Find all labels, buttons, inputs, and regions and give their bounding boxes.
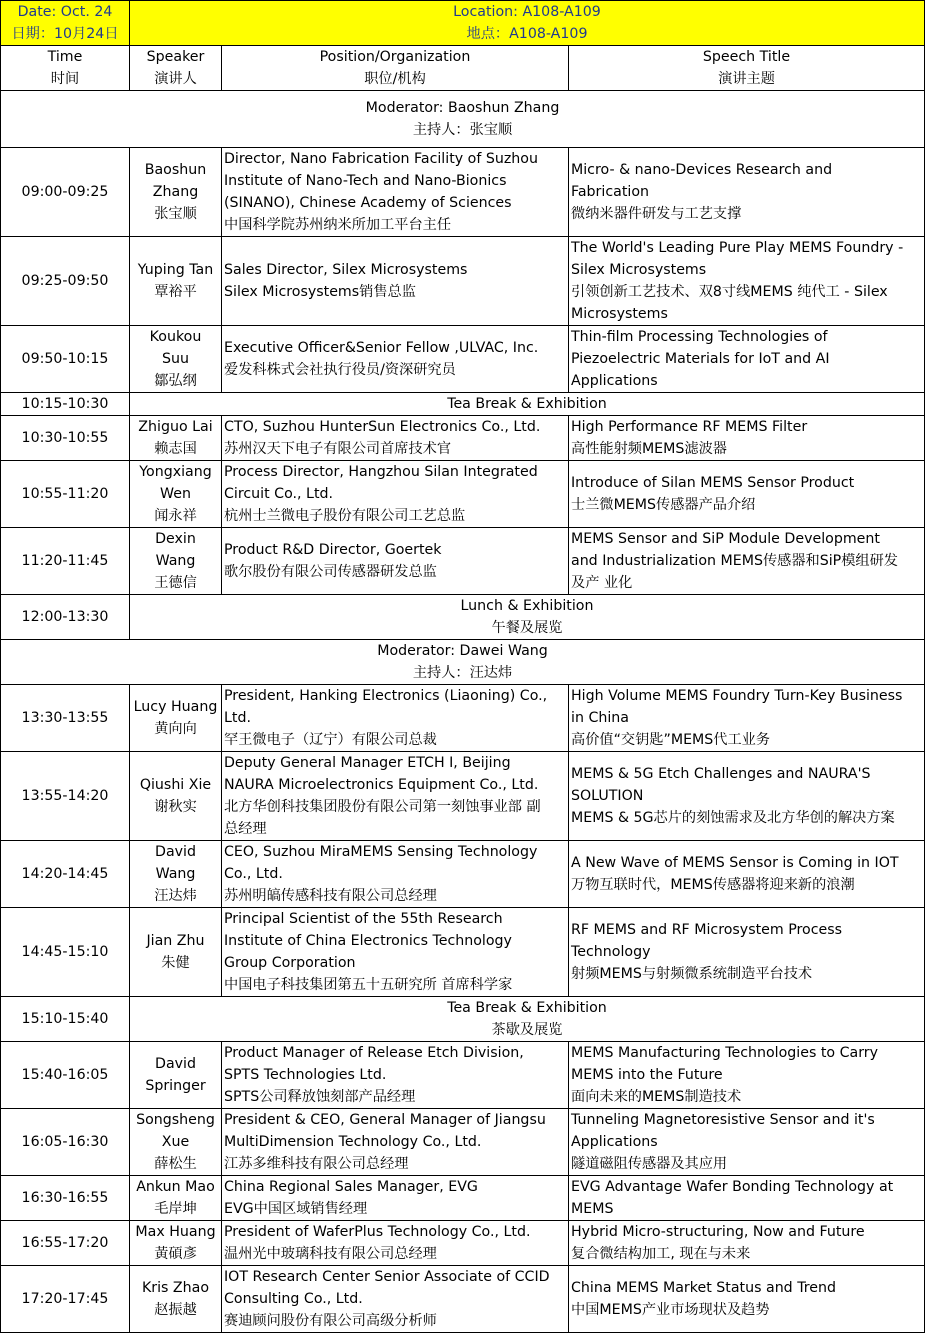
- position-line: Product Manager of Release Etch Division,: [224, 1045, 524, 1061]
- title-line: MEMS into the Future: [571, 1067, 723, 1083]
- position-line: 中国科学院苏州纳米所加工平台主任: [224, 217, 452, 233]
- moderator-cn: 主持人：汪达炜: [412, 665, 513, 681]
- position-line: President of WaferPlus Technology Co., Ltd.: [224, 1224, 531, 1240]
- session-time: 13:30-13:55: [1, 685, 130, 752]
- position-line: 温州光中玻璃科技有限公司总经理: [224, 1246, 437, 1262]
- session-speaker: [130, 528, 222, 595]
- position-line: 赛迪顾问股份有限公司高级分析师: [224, 1313, 437, 1329]
- location-en: Location: A108-A109: [453, 4, 601, 20]
- session-position: [222, 1176, 569, 1221]
- position-line: 中国电子科技集团第五十五研究所 首席科学家: [224, 977, 513, 993]
- session-position: [222, 461, 569, 528]
- session-title: [569, 416, 925, 461]
- speaker-line: 鄒弘纲: [154, 373, 197, 389]
- session-title: [569, 1266, 925, 1333]
- session-position: [222, 148, 569, 237]
- title-line: High Performance RF MEMS Filter: [571, 419, 808, 435]
- position-line: 北方华创科技集团股份有限公司第一刻蚀事业部 副: [224, 799, 541, 815]
- session-speaker: [130, 841, 222, 908]
- session-speaker: [130, 1221, 222, 1266]
- session-title: [569, 461, 925, 528]
- title-line: EVG Advantage Wafer Bonding Technology at: [571, 1179, 894, 1195]
- session-time: 16:05-16:30: [1, 1109, 130, 1176]
- location-cn: 地点：A108-A109: [466, 26, 588, 42]
- title-line: Tunneling Magnetoresistive Sensor and it's: [571, 1112, 875, 1128]
- position-line: 苏州汉天下电子有限公司首席技术官: [224, 441, 452, 457]
- session-row: [1, 685, 925, 752]
- session-speaker: [130, 752, 222, 841]
- speaker-line: Dexin: [155, 531, 196, 547]
- speaker-line: 黃碩彥: [154, 1246, 197, 1262]
- column-header-title-cn: 演讲主题: [718, 71, 775, 87]
- moderator-en: Moderator: Dawei Wang: [377, 643, 548, 659]
- title-line: 射频MEMS与射频微系统制造平台技术: [571, 966, 813, 982]
- speaker-line: Zhang: [152, 184, 199, 200]
- position-line: Institute of Nano-Tech and Nano-Bionics: [224, 173, 507, 189]
- position-line: President, Hanking Electronics (Liaoning) Co.,: [224, 688, 548, 704]
- session-time: 16:55-17:20: [1, 1221, 130, 1266]
- position-line: Executive Officer&Senior Fellow ,ULVAC, Inc.: [224, 340, 539, 356]
- title-line: Applications: [571, 1134, 658, 1150]
- session-time: 09:25-09:50: [1, 237, 130, 326]
- agenda-body: [1, 1, 925, 1333]
- session-row: [1, 1221, 925, 1266]
- speaker-line: 汪达炜: [154, 888, 197, 904]
- speaker-line: David: [155, 1056, 196, 1072]
- session-position: [222, 1042, 569, 1109]
- break-row: [1, 393, 925, 416]
- column-header-position-en: Position/Organization: [319, 49, 471, 65]
- session-title: [569, 841, 925, 908]
- column-header-time-cn: 时间: [50, 71, 80, 87]
- session-row: [1, 1266, 925, 1333]
- title-line: Microsystems: [571, 306, 668, 322]
- position-line: China Regional Sales Manager, EVG: [224, 1179, 478, 1195]
- position-line: Co., Ltd.: [224, 866, 283, 882]
- break-label-line: Lunch & Exhibition: [460, 598, 594, 614]
- header-row: [1, 1, 925, 46]
- position-line: Institute of China Electronics Technology: [224, 933, 512, 949]
- title-line: Thin-film Processing Technologies of: [571, 329, 828, 345]
- session-position: [222, 752, 569, 841]
- speaker-line: Wang: [155, 866, 196, 882]
- speaker-line: Qiushi Xie: [139, 777, 212, 793]
- break-label-line: 茶歇及展览: [491, 1022, 563, 1038]
- break-label-line: Tea Break & Exhibition: [447, 396, 607, 412]
- title-line: and Industrialization MEMS传感器和SiP模组研发: [571, 553, 898, 569]
- session-speaker: [130, 326, 222, 393]
- break-label: [130, 393, 925, 416]
- title-line: Technology: [571, 944, 651, 960]
- title-line: 引领创新工艺技术、双8寸线MEMS 纯代工 - Silex: [571, 284, 888, 300]
- speaker-line: Springer: [145, 1078, 206, 1094]
- speaker-line: 张宝顺: [154, 206, 197, 222]
- session-title: [569, 1109, 925, 1176]
- session-row: [1, 528, 925, 595]
- session-speaker: [130, 685, 222, 752]
- title-line: Fabrication: [571, 184, 650, 200]
- session-time: 10:55-11:20: [1, 461, 130, 528]
- position-line: IOT Research Center Senior Associate of CCID: [224, 1269, 550, 1285]
- position-line: Process Director, Hangzhou Silan Integrated: [224, 464, 538, 480]
- session-time: 14:45-15:10: [1, 908, 130, 997]
- speaker-line: Xue: [161, 1134, 190, 1150]
- break-time: 15:10-15:40: [1, 997, 130, 1042]
- session-title: [569, 1042, 925, 1109]
- column-header-time: [1, 46, 130, 91]
- session-time: 14:20-14:45: [1, 841, 130, 908]
- position-line: Silex Microsystems销售总监: [224, 284, 416, 300]
- break-label-line: Tea Break & Exhibition: [447, 1000, 607, 1016]
- title-line: Applications: [571, 373, 658, 389]
- title-line: High Volume MEMS Foundry Turn-Key Business: [571, 688, 903, 704]
- moderator-en: Moderator: Baoshun Zhang: [365, 100, 560, 116]
- position-line: NAURA Microelectronics Equipment Co., Ltd.: [224, 777, 539, 793]
- title-line: 隧道磁阻传感器及其应用: [571, 1156, 728, 1172]
- speaker-line: Jian Zhu: [146, 933, 205, 949]
- speaker-line: Songsheng: [136, 1112, 215, 1128]
- column-header-title-en: Speech Title: [702, 49, 791, 65]
- title-line: RF MEMS and RF Microsystem Process: [571, 922, 843, 938]
- title-line: 微纳米器件研发与工艺支撑: [571, 206, 742, 222]
- speaker-line: Yuping Tan: [137, 262, 214, 278]
- position-line: President & CEO, General Manager of Jiangsu: [224, 1112, 546, 1128]
- session-speaker: [130, 461, 222, 528]
- title-line: China MEMS Market Status and Trend: [571, 1280, 837, 1296]
- break-row: [1, 595, 925, 640]
- date-cell: [1, 1, 130, 46]
- session-row: [1, 326, 925, 393]
- position-line: 歌尔股份有限公司传感器研发总监: [224, 564, 437, 580]
- speaker-line: 闻永祥: [154, 508, 197, 524]
- session-position: [222, 528, 569, 595]
- session-time: 10:30-10:55: [1, 416, 130, 461]
- session-title: [569, 528, 925, 595]
- speaker-line: Kris Zhao: [141, 1280, 210, 1296]
- moderator-row: [1, 640, 925, 685]
- title-line: 及产 业化: [571, 575, 633, 591]
- session-row: [1, 1109, 925, 1176]
- session-title: [569, 148, 925, 237]
- title-line: 高性能射频MEMS滤波器: [571, 441, 727, 457]
- session-position: [222, 237, 569, 326]
- speaker-line: 赵振越: [154, 1302, 197, 1318]
- session-title: [569, 752, 925, 841]
- session-position: [222, 908, 569, 997]
- date-en: Date: Oct. 24: [17, 4, 113, 20]
- column-header-speaker: [130, 46, 222, 91]
- title-line: SOLUTION: [571, 788, 644, 804]
- session-title: [569, 326, 925, 393]
- title-line: 复合微结构加工, 现在与未来: [571, 1246, 751, 1262]
- session-title: [569, 1221, 925, 1266]
- session-position: [222, 841, 569, 908]
- speaker-line: 覃裕平: [154, 284, 197, 300]
- session-time: 13:55-14:20: [1, 752, 130, 841]
- title-line: MEMS Manufacturing Technologies to Carry: [571, 1045, 879, 1061]
- session-speaker: [130, 416, 222, 461]
- speaker-line: Lucy Huang: [133, 699, 218, 715]
- session-title: [569, 685, 925, 752]
- session-title: [569, 908, 925, 997]
- break-time: 12:00-13:30: [1, 595, 130, 640]
- moderator-cell: [1, 91, 925, 148]
- position-line: (SINANO), Chinese Academy of Sciences: [224, 195, 512, 211]
- position-line: Principal Scientist of the 55th Research: [224, 911, 503, 927]
- speaker-line: Suu: [162, 351, 189, 367]
- session-row: [1, 1176, 925, 1221]
- speaker-line: 毛岸坤: [154, 1201, 197, 1217]
- session-title: [569, 1176, 925, 1221]
- session-time: 09:00-09:25: [1, 148, 130, 237]
- session-row: [1, 461, 925, 528]
- title-line: A New Wave of MEMS Sensor is Coming in IOT: [571, 855, 899, 871]
- speaker-line: David: [155, 844, 196, 860]
- title-line: MEMS & 5G芯片的刻蚀需求及北方华创的解决方案: [571, 810, 895, 826]
- title-line: 中国MEMS产业市场现状及趋势: [571, 1302, 770, 1318]
- session-time: 11:20-11:45: [1, 528, 130, 595]
- position-line: SPTS公司释放蚀刻部产品经理: [224, 1089, 416, 1105]
- title-line: 高价值“交钥匙”MEMS代工业务: [571, 732, 771, 748]
- session-position: [222, 1109, 569, 1176]
- session-row: [1, 908, 925, 997]
- session-time: 16:30-16:55: [1, 1176, 130, 1221]
- session-position: [222, 1266, 569, 1333]
- break-label-line: 午餐及展览: [491, 620, 563, 636]
- speaker-line: Koukou: [149, 329, 202, 345]
- column-header-row: [1, 46, 925, 91]
- title-line: Silex Microsystems: [571, 262, 707, 278]
- speaker-line: Ankun Mao: [136, 1179, 215, 1195]
- break-label: [130, 997, 925, 1042]
- position-line: Group Corporation: [224, 955, 356, 971]
- session-row: [1, 416, 925, 461]
- break-row: [1, 997, 925, 1042]
- title-line: 士兰微MEMS传感器产品介绍: [571, 497, 756, 513]
- position-line: Ltd.: [224, 710, 251, 726]
- location-cell: [130, 1, 925, 46]
- speaker-line: 王德信: [154, 575, 197, 591]
- position-line: Director, Nano Fabrication Facility of Suzhou: [224, 151, 538, 167]
- title-line: MEMS Sensor and SiP Module Development: [571, 531, 880, 547]
- position-line: 苏州明皜传感科技有限公司总经理: [224, 888, 437, 904]
- speaker-line: Wang: [155, 553, 196, 569]
- speaker-line: Max Huang: [135, 1224, 216, 1240]
- session-speaker: [130, 1109, 222, 1176]
- session-position: [222, 1221, 569, 1266]
- session-speaker: [130, 1266, 222, 1333]
- position-line: EVG中国区域销售经理: [224, 1201, 368, 1217]
- session-position: [222, 326, 569, 393]
- position-line: Consulting Co., Ltd.: [224, 1291, 363, 1307]
- position-line: 爱发科株式会社执行役员/资深研究员: [224, 362, 456, 378]
- session-row: [1, 1042, 925, 1109]
- title-line: 万物互联时代，MEMS传感器将迎来新的浪潮: [571, 877, 855, 893]
- session-speaker: [130, 237, 222, 326]
- position-line: SPTS Technologies Ltd.: [224, 1067, 387, 1083]
- session-title: [569, 237, 925, 326]
- title-line: Micro- & nano-Devices Research and: [571, 162, 833, 178]
- session-position: [222, 685, 569, 752]
- session-row: [1, 841, 925, 908]
- break-label: [130, 595, 925, 640]
- session-time: 15:40-16:05: [1, 1042, 130, 1109]
- speaker-line: 黄向向: [154, 721, 197, 737]
- moderator-cn: 主持人：张宝顺: [412, 122, 513, 138]
- title-line: The World's Leading Pure Play MEMS Foundry -: [571, 240, 904, 256]
- speaker-line: Zhiguo Lai: [138, 419, 213, 435]
- column-header-time-en: Time: [47, 49, 83, 65]
- moderator-row: [1, 91, 925, 148]
- session-time: 09:50-10:15: [1, 326, 130, 393]
- session-position: [222, 416, 569, 461]
- position-line: 罕王微电子（辽宁）有限公司总裁: [224, 732, 437, 748]
- session-row: [1, 237, 925, 326]
- position-line: 江苏多维科技有限公司总经理: [224, 1156, 409, 1172]
- position-line: CEO, Suzhou MiraMEMS Sensing Technology: [224, 844, 538, 860]
- session-speaker: [130, 1042, 222, 1109]
- title-line: Introduce of Silan MEMS Sensor Product: [571, 475, 855, 491]
- session-row: [1, 148, 925, 237]
- column-header-speaker-en: Speaker: [146, 49, 205, 65]
- position-line: 总经理: [224, 821, 267, 837]
- position-line: Sales Director, Silex Microsystems: [224, 262, 468, 278]
- title-line: Piezoelectric Materials for IoT and AI: [571, 351, 830, 367]
- speaker-line: Wen: [160, 486, 191, 502]
- speaker-line: 朱健: [161, 955, 190, 971]
- speaker-line: 谢秋实: [154, 799, 197, 815]
- column-header-title: [569, 46, 925, 91]
- session-speaker: [130, 148, 222, 237]
- session-speaker: [130, 908, 222, 997]
- session-time: 17:20-17:45: [1, 1266, 130, 1333]
- speaker-line: 薛松生: [154, 1156, 197, 1172]
- speaker-line: 赖志国: [154, 441, 197, 457]
- column-header-speaker-cn: 演讲人: [154, 71, 197, 87]
- position-line: CTO, Suzhou HunterSun Electronics Co., Ltd.: [224, 419, 541, 435]
- position-line: Circuit Co., Ltd.: [224, 486, 334, 502]
- date-cn: 日期：10月24日: [11, 26, 119, 42]
- position-line: MultiDimension Technology Co., Ltd.: [224, 1134, 482, 1150]
- speaker-line: Baoshun: [144, 162, 207, 178]
- break-time: 10:15-10:30: [1, 393, 130, 416]
- column-header-position: [222, 46, 569, 91]
- position-line: 杭州士兰微电子股份有限公司工艺总监: [224, 508, 466, 524]
- session-row: [1, 752, 925, 841]
- moderator-cell: [1, 640, 925, 685]
- speaker-line: Yongxiang: [139, 464, 212, 480]
- title-line: MEMS: [571, 1201, 614, 1217]
- title-line: MEMS & 5G Etch Challenges and NAURA'S: [571, 766, 871, 782]
- position-line: Deputy General Manager ETCH I, Beijing: [224, 755, 511, 771]
- title-line: in China: [571, 710, 629, 726]
- title-line: Hybrid Micro-structuring, Now and Future: [571, 1224, 865, 1240]
- column-header-position-cn: 职位/机构: [364, 71, 426, 87]
- title-line: 面向未来的MEMS制造技术: [571, 1089, 742, 1105]
- position-line: Product R&D Director, Goertek: [224, 542, 442, 558]
- session-speaker: [130, 1176, 222, 1221]
